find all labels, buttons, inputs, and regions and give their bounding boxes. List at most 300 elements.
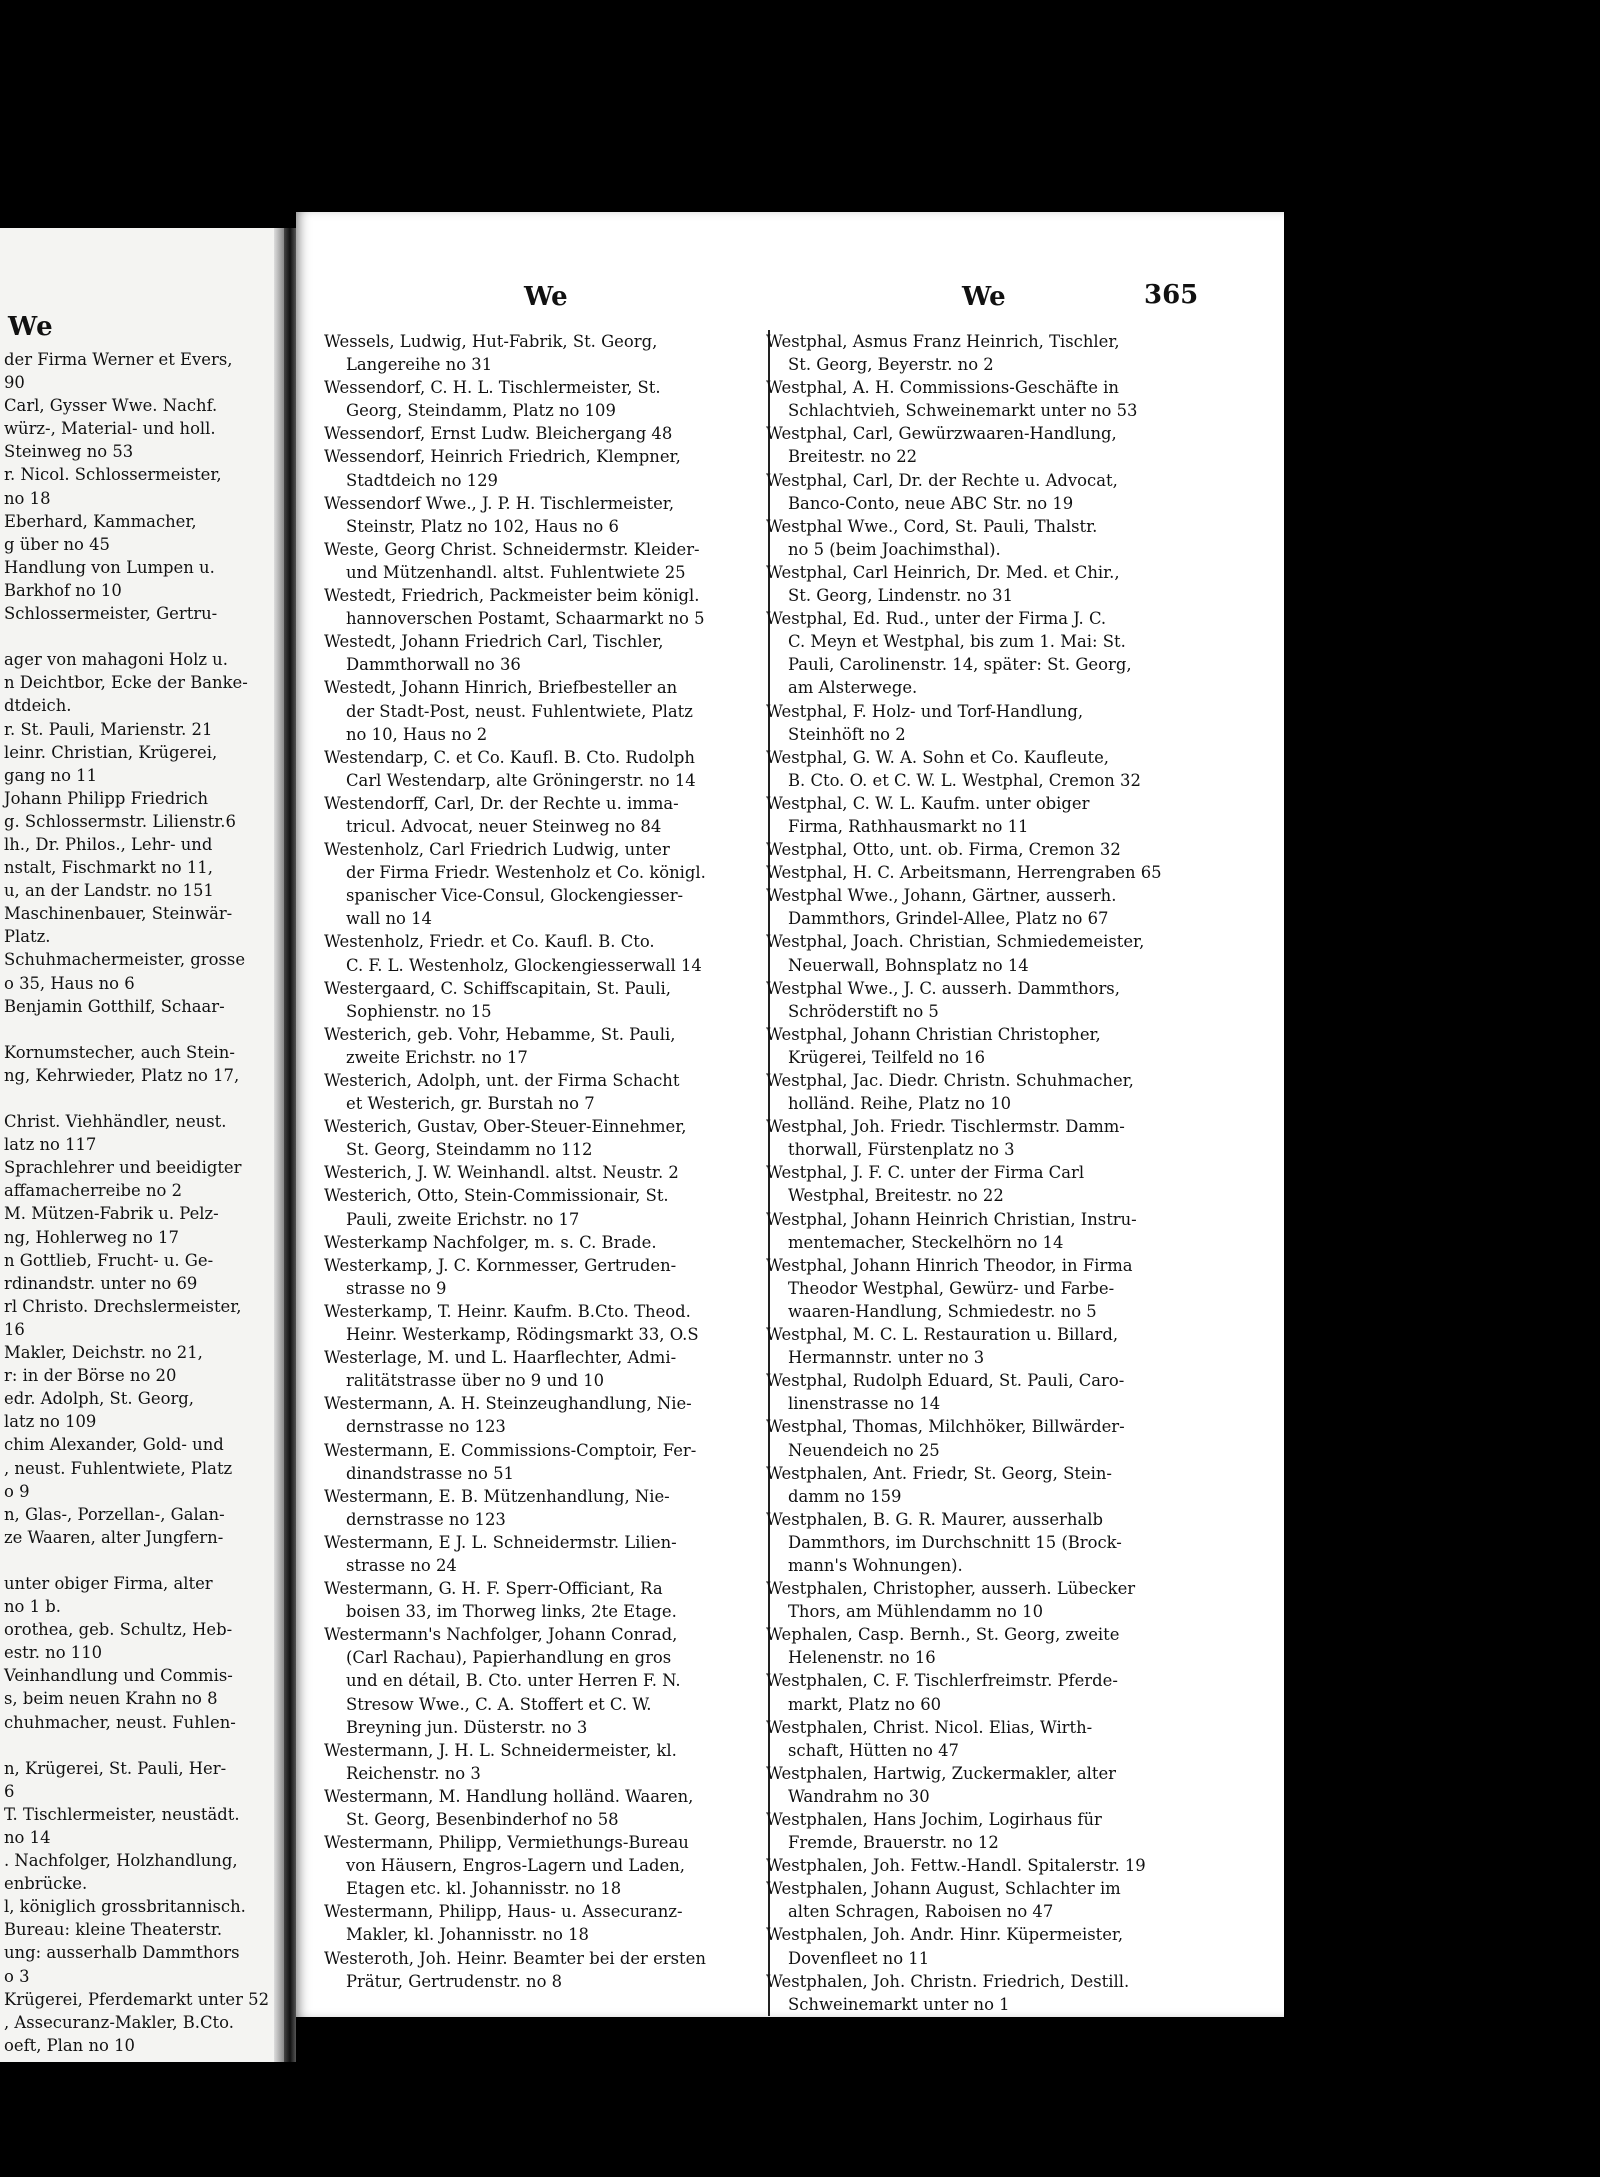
book-gutter — [284, 228, 296, 2062]
page-header-left: We — [524, 282, 568, 312]
directory-entry — [324, 492, 786, 538]
entry-continuation-line: Schröderstift no 5 — [788, 1001, 939, 1021]
entry-continuation-line: markt, Platz no 60 — [788, 1694, 942, 1714]
entry-continuation-line: Dovenfleet no 11 — [788, 1948, 930, 1968]
entry-name-line: Westeroth, Joh. Heinr. Beamter bei der ersten — [324, 1948, 706, 1968]
left-page-line: edr. Adolph, St. Georg, — [4, 1389, 194, 1409]
right-page — [296, 212, 1284, 2017]
left-page-line: 6 — [4, 1781, 15, 1801]
left-page-edge — [274, 228, 284, 2062]
entry-continuation-line: St. Georg, Lindenstr. no 31 — [788, 586, 1014, 606]
entry-continuation-line: strasse no 9 — [346, 1278, 447, 1298]
left-page-line: rdinandstr. unter no 69 — [4, 1273, 198, 1293]
left-page-line: oeft, Plan no 10 — [4, 2035, 135, 2055]
directory-entry — [766, 1854, 1186, 1877]
left-page-line: n Gottlieb, Frucht- u. Ge- — [4, 1250, 214, 1270]
entry-continuation-line: Theodor Westphal, Gewürz- und Farbe- — [788, 1278, 1115, 1298]
left-page-line: Makler, Deichstr. no 21, — [4, 1343, 203, 1363]
left-page-line — [4, 1734, 272, 1757]
directory-entry — [324, 1739, 786, 1785]
left-page-line: Kornumstecher, auch Stein- — [4, 1042, 235, 1062]
left-page-line: Veinhandlung und Commis- — [4, 1666, 233, 1686]
left-page-line: enbrücke. — [4, 1874, 88, 1894]
left-page-line: der Firma Werner et Evers, — [4, 350, 233, 369]
directory-entry — [324, 1947, 786, 1993]
entry-name-line: Westphal, Thomas, Milchhöker, Billwärder- — [766, 1417, 1125, 1437]
entry-continuation-line: boisen 33, im Thorweg links, 2te Etage. — [346, 1602, 677, 1622]
entry-name-line: Westermann's Nachfolger, Johann Conrad, — [324, 1625, 678, 1645]
directory-entry — [324, 1023, 786, 1069]
directory-entry — [766, 469, 1186, 515]
entry-name-line: Westphalen, Christ. Nicol. Elias, Wirth- — [766, 1717, 1093, 1737]
directory-entry — [766, 1808, 1186, 1854]
left-page-line: chuhmacher, neust. Fuhlen- — [4, 1712, 236, 1732]
entry-name-line: Westphal, Ed. Rud., unter der Firma J. C. — [766, 609, 1107, 629]
entry-name-line: Westphal, Johann Christian Christopher, — [766, 1024, 1101, 1044]
entry-continuation-line: Thors, am Mühlendamm no 10 — [788, 1602, 1043, 1622]
directory-entry — [766, 1669, 1186, 1715]
directory-entry — [766, 930, 1186, 976]
directory-entry — [324, 1346, 786, 1392]
left-page-line: ze Waaren, alter Jungfern- — [4, 1527, 224, 1547]
left-page-line: T. Tischlermeister, neustädt. — [4, 1804, 240, 1824]
entry-name-line: Westerkamp, T. Heinr. Kaufm. B.Cto. Theod. — [324, 1301, 691, 1321]
entry-continuation-line: Makler, kl. Johannisstr. no 18 — [346, 1925, 589, 1945]
entry-continuation-line: Georg, Steindamm, Platz no 109 — [346, 401, 616, 421]
directory-entry — [324, 376, 786, 422]
entry-continuation-line: alten Schragen, Raboisen no 47 — [788, 1902, 1054, 1922]
entry-continuation-line: wall no 14 — [346, 909, 432, 929]
entry-name-line: Westenholz, Carl Friedrich Ludwig, unter — [324, 840, 670, 860]
directory-column-2 — [766, 330, 1186, 2016]
directory-entry — [766, 1716, 1186, 1762]
entry-name-line: Wessendorf Wwe., J. P. H. Tischlermeister, — [324, 493, 675, 513]
directory-entry — [324, 1785, 786, 1831]
entry-continuation-line: von Häusern, Engros-Lagern und Laden, — [346, 1856, 685, 1876]
entry-name-line: Westerich, J. W. Weinhandl. altst. Neustr. 2 — [324, 1163, 679, 1183]
directory-entry — [766, 1115, 1186, 1161]
left-page-line: würz-, Material- und holl. — [4, 419, 216, 439]
entry-continuation-line: no 10, Haus no 2 — [346, 724, 488, 744]
directory-entry — [324, 1161, 786, 1184]
directory-entry — [324, 977, 786, 1023]
entry-name-line: Westphal, Joach. Christian, Schmiedemeister, — [766, 932, 1145, 952]
left-page-line: Carl, Gysser Wwe. Nachf. — [4, 396, 218, 416]
left-page-line: Sprachlehrer und beeidigter — [4, 1158, 242, 1178]
entry-continuation-line: C. Meyn et Westphal, bis zum 1. Mai: St. — [788, 632, 1126, 652]
entry-continuation-line: Helenenstr. no 16 — [788, 1648, 936, 1668]
entry-continuation-line: der Firma Friedr. Westenholz et Co. königl. — [346, 863, 706, 883]
entry-continuation-line: Prätur, Gertrudenstr. no 8 — [346, 1971, 563, 1991]
entry-continuation-line: Langereihe no 31 — [346, 355, 493, 375]
entry-continuation-line: St. Georg, Besenbinderhof no 58 — [346, 1810, 619, 1829]
entry-name-line: Westphalen, Joh. Christn. Friedrich, Destill. — [766, 1971, 1130, 1991]
directory-entry — [766, 1415, 1186, 1461]
page-header-right: We — [962, 282, 1006, 312]
entry-continuation-line: Reichenstr. no 3 — [346, 1763, 481, 1783]
entry-name-line: Westermann, J. H. L. Schneidermeister, kl. — [324, 1740, 677, 1760]
entry-continuation-line: Neuerwall, Bohnsplatz no 14 — [788, 955, 1029, 975]
left-page-line: lh., Dr. Philos., Lehr- und — [4, 834, 213, 854]
entry-continuation-line: Firma, Rathhausmarkt no 11 — [788, 816, 1029, 836]
entry-name-line: Westphal, Otto, unt. ob. Firma, Cremon 32 — [766, 840, 1121, 860]
entry-continuation-line: St. Georg, Beyerstr. no 2 — [788, 355, 994, 375]
entry-name-line: Westphal, H. C. Arbeitsmann, Herrengraben 65 — [766, 863, 1162, 883]
left-page-line: orothea, geb. Schultz, Heb- — [4, 1620, 233, 1640]
entry-continuation-line: Hermannstr. unter no 3 — [788, 1348, 985, 1368]
left-page-line: estr. no 110 — [4, 1643, 103, 1663]
left-page-line: Bureau: kleine Theaterstr. — [4, 1920, 223, 1940]
left-page-line: 16 — [4, 1319, 25, 1339]
directory-entry — [766, 1577, 1186, 1623]
left-page-line: Eberhard, Kammacher, — [4, 511, 197, 531]
left-page-line: g. Schlossermstr. Lilienstr.6 — [4, 811, 236, 831]
entry-name-line: Westphal, Joh. Friedr. Tischlermstr. Damm- — [766, 1117, 1125, 1137]
entry-name-line: Westerkamp, J. C. Kornmesser, Gertruden- — [324, 1255, 677, 1275]
entry-name-line: Westphal, F. Holz- und Torf-Handlung, — [766, 701, 1084, 721]
directory-entry — [766, 1762, 1186, 1808]
entry-continuation-line: mentemacher, Steckelhörn no 14 — [788, 1232, 1064, 1252]
entry-name-line: Westenholz, Friedr. et Co. Kaufl. B. Cto. — [324, 932, 655, 952]
directory-entry — [766, 861, 1186, 884]
entry-continuation-line: no 5 (beim Joachimsthal). — [788, 539, 1001, 559]
left-page-line — [4, 625, 272, 648]
entry-continuation-line: zweite Erichstr. no 17 — [346, 1047, 528, 1067]
entry-name-line: Wessels, Ludwig, Hut-Fabrik, St. Georg, — [324, 332, 658, 351]
directory-entry — [766, 607, 1186, 699]
left-page-line: r: in der Börse no 20 — [4, 1366, 177, 1386]
left-page-line: ung: ausserhalb Dammthors — [4, 1943, 240, 1963]
entry-continuation-line: Fremde, Brauerstr. no 12 — [788, 1833, 999, 1853]
entry-name-line: Westphalen, Christopher, ausserh. Lübecker — [766, 1579, 1136, 1599]
entry-name-line: Westerkamp Nachfolger, m. s. C. Brade. — [324, 1232, 657, 1252]
entry-continuation-line: und en détail, B. Cto. unter Herren F. N. — [346, 1671, 681, 1691]
entry-continuation-line: Schlachtvieh, Schweinemarkt unter no 53 — [788, 401, 1138, 421]
entry-name-line: Westphal, G. W. A. Sohn et Co. Kaufleute, — [766, 747, 1109, 767]
entry-continuation-line: Stresow Wwe., C. A. Stoffert et C. W. — [346, 1694, 652, 1714]
entry-name-line: Westermann, Philipp, Haus- u. Assecuranz- — [324, 1902, 683, 1922]
left-page-line: , Assecuranz-Makler, B.Cto. — [4, 2012, 234, 2032]
entry-continuation-line: Banco-Conto, neue ABC Str. no 19 — [788, 493, 1074, 513]
entry-continuation-line: Heinr. Westerkamp, Rödingsmarkt 33, O.S — [346, 1325, 699, 1345]
directory-entry — [324, 1254, 786, 1300]
left-page-line: affamacherreibe no 2 — [4, 1181, 183, 1201]
left-page-line: r. Nicol. Schlossermeister, — [4, 465, 222, 485]
left-page-line: no 14 — [4, 1828, 51, 1847]
directory-entry — [766, 1369, 1186, 1415]
entry-name-line: Westphal Wwe., Cord, St. Pauli, Thalstr. — [766, 516, 1098, 536]
entry-name-line: Weste, Georg Christ. Schneidermstr. Kleider- — [324, 539, 700, 559]
left-page-line: Maschinenbauer, Steinwär- — [4, 904, 233, 924]
entry-name-line: Westphal Wwe., Johann, Gärtner, ausserh. — [766, 886, 1117, 906]
entry-name-line: Westphal, J. F. C. unter der Firma Carl — [766, 1163, 1085, 1183]
entry-continuation-line: und Mützenhandl. altst. Fuhlentwiete 25 — [346, 562, 686, 582]
left-page-line: ng, Hohlerweg no 17 — [4, 1227, 179, 1247]
directory-entry — [766, 884, 1186, 930]
left-page-line: n Deichtbor, Ecke der Banke- — [4, 673, 248, 693]
entry-name-line: Westermann, E. Commissions-Comptoir, Fer- — [324, 1440, 697, 1460]
left-page-line: Krügerei, Pferdemarkt unter 52 — [4, 1989, 270, 2009]
directory-entry — [324, 422, 786, 445]
entry-continuation-line: am Alsterwege. — [788, 678, 918, 698]
directory-entry — [766, 977, 1186, 1023]
entry-name-line: Westerich, Gustav, Ober-Steuer-Einnehmer, — [324, 1117, 687, 1137]
directory-entry — [324, 1577, 786, 1623]
entry-name-line: Westermann, A. H. Steinzeughandlung, Nie- — [324, 1394, 692, 1414]
directory-entry — [324, 1184, 786, 1230]
entry-name-line: Westphalen, Hartwig, Zuckermakler, alter — [766, 1763, 1116, 1783]
entry-continuation-line: Dammthors, im Durchschnitt 15 (Brock- — [788, 1532, 1122, 1552]
entry-name-line: Westermann, G. H. F. Sperr-Officiant, Ra — [324, 1579, 663, 1599]
entry-continuation-line: schaft, Hütten no 47 — [788, 1740, 959, 1760]
left-page-line: s, beim neuen Krahn no 8 — [4, 1689, 218, 1709]
left-page-line: ager von mahagoni Holz u. — [4, 650, 228, 670]
left-page-line: u, an der Landstr. no 151 — [4, 881, 214, 901]
entry-continuation-line: Steinhöft no 2 — [788, 724, 906, 744]
left-page-line: r. St. Pauli, Marienstr. 21 — [4, 719, 213, 739]
entry-continuation-line: hannoverschen Postamt, Schaarmarkt no 5 — [346, 609, 705, 629]
entry-continuation-line: B. Cto. O. et C. W. L. Westphal, Cremon 32 — [788, 770, 1141, 790]
directory-entry — [324, 1623, 786, 1738]
left-page-line: leinr. Christian, Krügerei, — [4, 742, 218, 762]
left-page-line: Steinweg no 53 — [4, 442, 134, 462]
entry-continuation-line: Dammthors, Grindel-Allee, Platz no 67 — [788, 909, 1109, 929]
left-page-line: chim Alexander, Gold- und — [4, 1435, 224, 1455]
directory-entry — [324, 330, 786, 376]
entry-continuation-line: Pauli, zweite Erichstr. no 17 — [346, 1209, 580, 1229]
entry-name-line: Westphal, Jac. Diedr. Christn. Schuhmacher, — [766, 1071, 1134, 1090]
left-page-line: Benjamin Gotthilf, Schaar- — [4, 996, 225, 1016]
entry-name-line: Westphal, Rudolph Eduard, St. Pauli, Caro- — [766, 1371, 1125, 1391]
left-page-line: M. Mützen-Fabrik u. Pelz- — [4, 1204, 219, 1224]
left-page-line: dtdeich. — [4, 696, 72, 716]
entry-name-line: Westphalen, B. G. R. Maurer, ausserhalb — [766, 1509, 1103, 1529]
entry-continuation-line: Breitestr. no 22 — [788, 447, 918, 467]
directory-entry — [766, 1069, 1186, 1115]
entry-name-line: Wessendorf, Ernst Ludw. Bleichergang 48 — [324, 424, 673, 444]
entry-continuation-line: et Westerich, gr. Burstah no 7 — [346, 1094, 595, 1114]
entry-name-line: Westphal, M. C. L. Restauration u. Billard, — [766, 1325, 1119, 1345]
left-page-line — [4, 1549, 272, 1572]
left-page-line: Schlossermeister, Gertru- — [4, 604, 218, 624]
left-page-line: Handlung von Lumpen u. — [4, 557, 215, 577]
directory-entry — [766, 746, 1186, 792]
directory-entry — [766, 1254, 1186, 1323]
directory-entry — [766, 1161, 1186, 1207]
entry-continuation-line: ralitätstrasse über no 9 und 10 — [346, 1371, 605, 1391]
entry-name-line: Westphalen, Ant. Friedr, St. Georg, Stein- — [766, 1463, 1112, 1483]
directory-entry — [766, 1623, 1186, 1669]
directory-entry — [324, 630, 786, 676]
entry-name-line: Westphalen, Joh. Andr. Hinr. Küpermeister, — [766, 1925, 1124, 1945]
entry-continuation-line: mann's Wohnungen). — [788, 1555, 963, 1575]
entry-continuation-line: St. Georg, Steindamm no 112 — [346, 1140, 593, 1160]
entry-continuation-line: tricul. Advocat, neuer Steinweg no 84 — [346, 816, 662, 836]
entry-continuation-line: Dammthorwall no 36 — [346, 655, 521, 675]
entry-continuation-line: strasse no 24 — [346, 1555, 457, 1575]
entry-continuation-line: Sophienstr. no 15 — [346, 1001, 492, 1021]
left-page-line: Schuhmachermeister, grosse — [4, 950, 246, 970]
left-page-line: l, königlich grossbritannisch. — [4, 1897, 246, 1917]
directory-entry — [324, 1231, 786, 1254]
directory-entry — [324, 746, 786, 792]
directory-entry — [324, 676, 786, 745]
entry-name-line: Westphalen, C. F. Tischlerfreimstr. Pferde- — [766, 1671, 1118, 1691]
directory-entry — [324, 584, 786, 630]
entry-continuation-line: holländ. Reihe, Platz no 10 — [788, 1094, 1012, 1114]
entry-continuation-line: der Stadt-Post, neust. Fuhlentwiete, Platz — [346, 701, 693, 721]
entry-continuation-line: thorwall, Fürstenplatz no 3 — [788, 1140, 1015, 1160]
entry-name-line: Westphal Wwe., J. C. ausserh. Dammthors, — [766, 978, 1120, 998]
directory-entry — [766, 1208, 1186, 1254]
entry-name-line: Westermann, E. B. Mützenhandlung, Nie- — [324, 1486, 670, 1506]
left-page-line: Christ. Viehhändler, neust. — [4, 1112, 227, 1132]
left-page-line: Barkhof no 10 — [4, 580, 122, 600]
directory-entry — [766, 1970, 1186, 2016]
directory-column-1 — [324, 330, 786, 1993]
directory-entry — [324, 792, 786, 838]
entry-name-line: Westerich, Adolph, unt. der Firma Schacht — [324, 1071, 680, 1090]
left-page-line: no 1 b. — [4, 1597, 61, 1617]
entry-name-line: Westedt, Johann Hinrich, Briefbesteller an — [324, 678, 678, 698]
entry-continuation-line: dernstrasse no 123 — [346, 1417, 506, 1437]
entry-continuation-line: Westphal, Breitestr. no 22 — [788, 1186, 1004, 1206]
left-page — [0, 228, 284, 2062]
entry-name-line: Westphal, Asmus Franz Heinrich, Tischler, — [766, 332, 1120, 351]
directory-entry — [324, 838, 786, 930]
left-page-line — [4, 1087, 272, 1110]
directory-entry — [324, 1900, 786, 1946]
left-page-line: 90 — [4, 373, 25, 393]
left-page-line: o 9 — [4, 1481, 30, 1501]
directory-entry — [324, 1485, 786, 1531]
page-number: 365 — [1144, 280, 1199, 310]
entry-name-line: Westendorff, Carl, Dr. der Rechte u. imma- — [324, 793, 679, 813]
left-page-line: nstalt, Fischmarkt no 11, — [4, 858, 213, 878]
directory-entry — [766, 1323, 1186, 1369]
directory-entry — [766, 561, 1186, 607]
entry-continuation-line: Carl Westendarp, alte Gröningerstr. no 14 — [346, 770, 696, 790]
directory-entry — [766, 376, 1186, 422]
entry-name-line: Westermann, M. Handlung holländ. Waaren, — [324, 1786, 694, 1806]
directory-entry — [324, 1831, 786, 1900]
entry-continuation-line: Wandrahm no 30 — [788, 1786, 930, 1806]
entry-name-line: Westphalen, Hans Jochim, Logirhaus für — [766, 1810, 1102, 1829]
entry-continuation-line: dernstrasse no 123 — [346, 1509, 506, 1529]
left-page-line: latz no 117 — [4, 1135, 97, 1155]
directory-entry — [766, 1508, 1186, 1577]
left-page-line: gang no 11 — [4, 765, 98, 785]
entry-continuation-line: Steinstr, Platz no 102, Haus no 6 — [346, 516, 619, 536]
directory-entry — [324, 1531, 786, 1577]
directory-entry — [766, 838, 1186, 861]
entry-continuation-line: dinandstrasse no 51 — [346, 1463, 514, 1483]
left-page-line: ng, Kehrwieder, Platz no 17, — [4, 1065, 240, 1085]
entry-name-line: Wephalen, Casp. Bernh., St. Georg, zweite — [766, 1625, 1120, 1645]
entry-continuation-line: C. F. L. Westenholz, Glockengiesserwall 14 — [346, 955, 702, 975]
left-page-line: rl Christo. Drechslermeister, — [4, 1296, 242, 1316]
entry-name-line: Westedt, Johann Friedrich Carl, Tischler, — [324, 632, 664, 652]
entry-name-line: Westerich, geb. Vohr, Hebamme, St. Pauli, — [324, 1024, 676, 1044]
entry-name-line: Westphal, C. W. L. Kaufm. unter obiger — [766, 793, 1090, 813]
entry-continuation-line: Pauli, Carolinenstr. 14, später: St. Georg, — [788, 655, 1132, 675]
entry-continuation-line: linenstrasse no 14 — [788, 1394, 941, 1414]
entry-name-line: Westendarp, C. et Co. Kaufl. B. Cto. Rudolph — [324, 747, 695, 767]
directory-entry — [324, 1069, 786, 1115]
entry-name-line: Westermann, Philipp, Vermiethungs-Bureau — [324, 1833, 689, 1853]
entry-name-line: Westphal, Carl Heinrich, Dr. Med. et Chir., — [766, 562, 1120, 582]
directory-entry — [324, 1115, 786, 1161]
left-page-line: n, Glas-, Porzellan-, Galan- — [4, 1504, 225, 1524]
directory-entry — [766, 422, 1186, 468]
left-page-line — [4, 1018, 272, 1041]
directory-entry — [324, 1300, 786, 1346]
directory-entry — [324, 445, 786, 491]
directory-entry — [766, 330, 1186, 376]
directory-entry — [324, 1392, 786, 1438]
left-page-line: Platz. — [4, 927, 51, 947]
entry-continuation-line: Krügerei, Teilfeld no 16 — [788, 1047, 986, 1067]
left-page-line: unter obiger Firma, alter — [4, 1573, 213, 1593]
left-page-line: g über no 45 — [4, 534, 110, 554]
entry-name-line: Westphalen, Joh. Fettw.-Handl. Spitalerstr. 19 — [766, 1856, 1146, 1876]
entry-continuation-line: (Carl Rachau), Papierhandlung en gros — [346, 1648, 672, 1668]
directory-entry — [766, 1877, 1186, 1923]
left-page-line: latz no 109 — [4, 1412, 97, 1432]
directory-entry — [324, 1439, 786, 1485]
entry-continuation-line: Stadtdeich no 129 — [346, 470, 498, 490]
left-page-line: no 18 — [4, 488, 51, 508]
directory-entry — [766, 792, 1186, 838]
directory-entry — [766, 1462, 1186, 1508]
directory-entry — [766, 1923, 1186, 1969]
left-page-line: , neust. Fuhlentwiete, Platz — [4, 1458, 233, 1478]
entry-name-line: Westphal, A. H. Commissions-Geschäfte in — [766, 378, 1119, 398]
entry-name-line: Westphal, Johann Heinrich Christian, Instru- — [766, 1209, 1137, 1229]
left-page-column — [4, 348, 272, 2057]
entry-name-line: Westerlage, M. und L. Haarflechter, Admi- — [324, 1348, 677, 1368]
entry-name-line: Westedt, Friedrich, Packmeister beim königl. — [324, 586, 700, 606]
entry-name-line: Westphal, Carl, Gewürzwaaren-Handlung, — [766, 424, 1117, 444]
entry-name-line: Westergaard, C. Schiffscapitain, St. Pauli, — [324, 978, 671, 998]
left-page-line: o 35, Haus no 6 — [4, 973, 135, 993]
entry-name-line: Westphal, Johann Hinrich Theodor, in Firma — [766, 1255, 1133, 1275]
entry-continuation-line: Breyning jun. Düsterstr. no 3 — [346, 1717, 588, 1737]
entry-name-line: Wessendorf, Heinrich Friedrich, Klempner, — [324, 447, 681, 467]
entry-name-line: Westphal, Carl, Dr. der Rechte u. Advocat, — [766, 470, 1118, 490]
directory-entry — [324, 930, 786, 976]
left-page-header: We — [8, 312, 54, 342]
entry-continuation-line: Neuendeich no 25 — [788, 1440, 940, 1460]
entry-continuation-line: damm no 159 — [788, 1486, 902, 1506]
left-page-line: o 3 — [4, 1966, 30, 1986]
entry-continuation-line: Etagen etc. kl. Johannisstr. no 18 — [346, 1879, 622, 1899]
entry-continuation-line: spanischer Vice-Consul, Glockengiesser- — [346, 886, 684, 906]
directory-entry — [766, 700, 1186, 746]
entry-continuation-line: waaren-Handlung, Schmiedestr. no 5 — [788, 1301, 1097, 1321]
left-page-line: . Nachfolger, Holzhandlung, — [4, 1851, 238, 1871]
left-page-line: n, Krügerei, St. Pauli, Her- — [4, 1758, 227, 1778]
directory-entry — [766, 1023, 1186, 1069]
entry-name-line: Wessendorf, C. H. L. Tischlermeister, St. — [324, 378, 661, 398]
entry-name-line: Westermann, E J. L. Schneidermstr. Lilien- — [324, 1532, 677, 1552]
directory-entry — [324, 538, 786, 584]
directory-entry — [766, 515, 1186, 561]
entry-name-line: Westerich, Otto, Stein-Commissionair, St. — [324, 1186, 669, 1206]
entry-name-line: Westphalen, Johann August, Schlachter im — [766, 1879, 1121, 1899]
entry-continuation-line: Schweinemarkt unter no 1 — [788, 1994, 1010, 2014]
left-page-line: Johann Philipp Friedrich — [4, 788, 209, 808]
